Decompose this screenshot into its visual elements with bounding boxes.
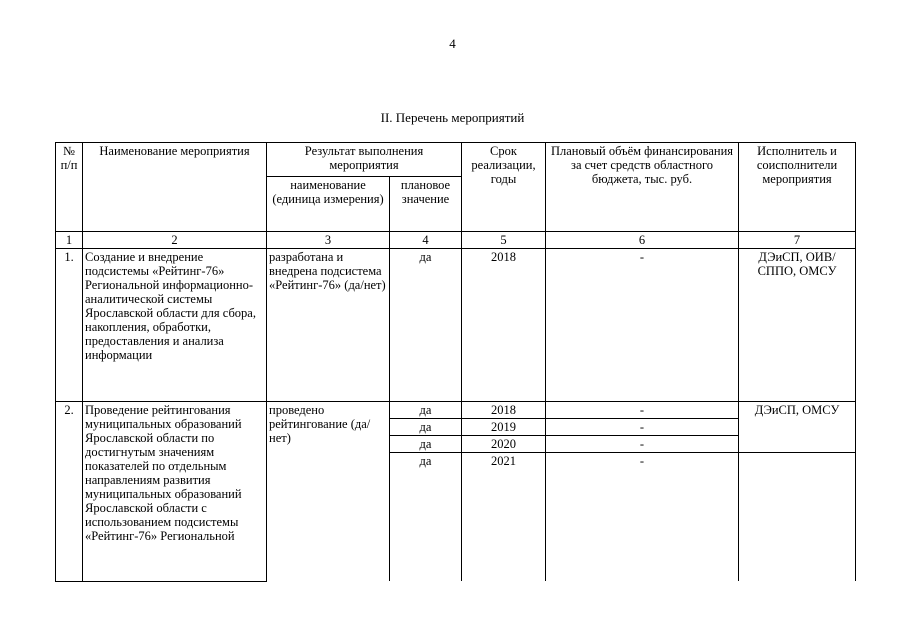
year: 2021 [462, 453, 546, 582]
year: 2020 [462, 436, 546, 453]
header-col-term: Срок реализации, годы [462, 143, 546, 232]
column-numbers-row [56, 232, 856, 249]
result-name: проведено рейтингование (да/нет) [267, 402, 390, 582]
table-row [56, 402, 856, 419]
plan-value: да [390, 453, 462, 582]
header-col-funding: Плановый объём финансирования за счет средств областного бюджета, тыс. руб. [546, 143, 739, 232]
header-col-result: Результат выполнения мероприятия [267, 143, 462, 177]
header-row [56, 143, 856, 177]
column-number: 6 [546, 232, 739, 249]
executor: ДЭиСП, ОИВ/СППО, ОМСУ [739, 249, 856, 402]
executor-empty-cell [739, 453, 856, 582]
result-name: разработана и внедрена подсистема «Рейтинг-76» (да/нет) [267, 249, 390, 402]
table-row [56, 249, 856, 402]
measures-table [55, 142, 856, 582]
header-col-number: № п/п [56, 143, 83, 232]
header-col-executor: Исполнитель и соисполнители мероприятия [739, 143, 856, 232]
column-number: 2 [83, 232, 267, 249]
column-number: 5 [462, 232, 546, 249]
column-number: 3 [267, 232, 390, 249]
column-number: 1 [56, 232, 83, 249]
executor: ДЭиСП, ОМСУ [739, 402, 856, 453]
plan-value: да [390, 402, 462, 419]
page-number: 4 [449, 36, 456, 51]
section-title: II. Перечень мероприятий [380, 110, 525, 125]
plan-value: да [390, 249, 462, 402]
year: 2018 [462, 249, 546, 402]
measure-name: Проведение рейтингования муниципальных образований Ярославской области по достигнутым значениям показателей по отдельным направлениям развития муниципальных образований Ярославской области с использованием подсистемы «Рейтинг-76» Региональной [83, 402, 267, 582]
plan-value: да [390, 419, 462, 436]
measure-name: Создание и внедрение подсистемы «Рейтинг-76» Региональной информационно-аналитической системы Ярославской области для сбора, накопления, обработки, предоставления и анализа информации [83, 249, 267, 402]
plan-value: да [390, 436, 462, 453]
year: 2018 [462, 402, 546, 419]
funding: - [546, 249, 739, 402]
funding: - [546, 436, 739, 453]
funding: - [546, 419, 739, 436]
header-col-name: Наименование мероприятия [83, 143, 267, 232]
header-col-result-name: наименование (единица измерения) [267, 177, 390, 232]
funding: - [546, 453, 739, 582]
year: 2019 [462, 419, 546, 436]
row-number: 1. [56, 249, 83, 402]
column-number: 7 [739, 232, 856, 249]
header-col-plan-value: плановое значение [390, 177, 462, 232]
funding: - [546, 402, 739, 419]
row-number: 2. [56, 402, 83, 582]
column-number: 4 [390, 232, 462, 249]
